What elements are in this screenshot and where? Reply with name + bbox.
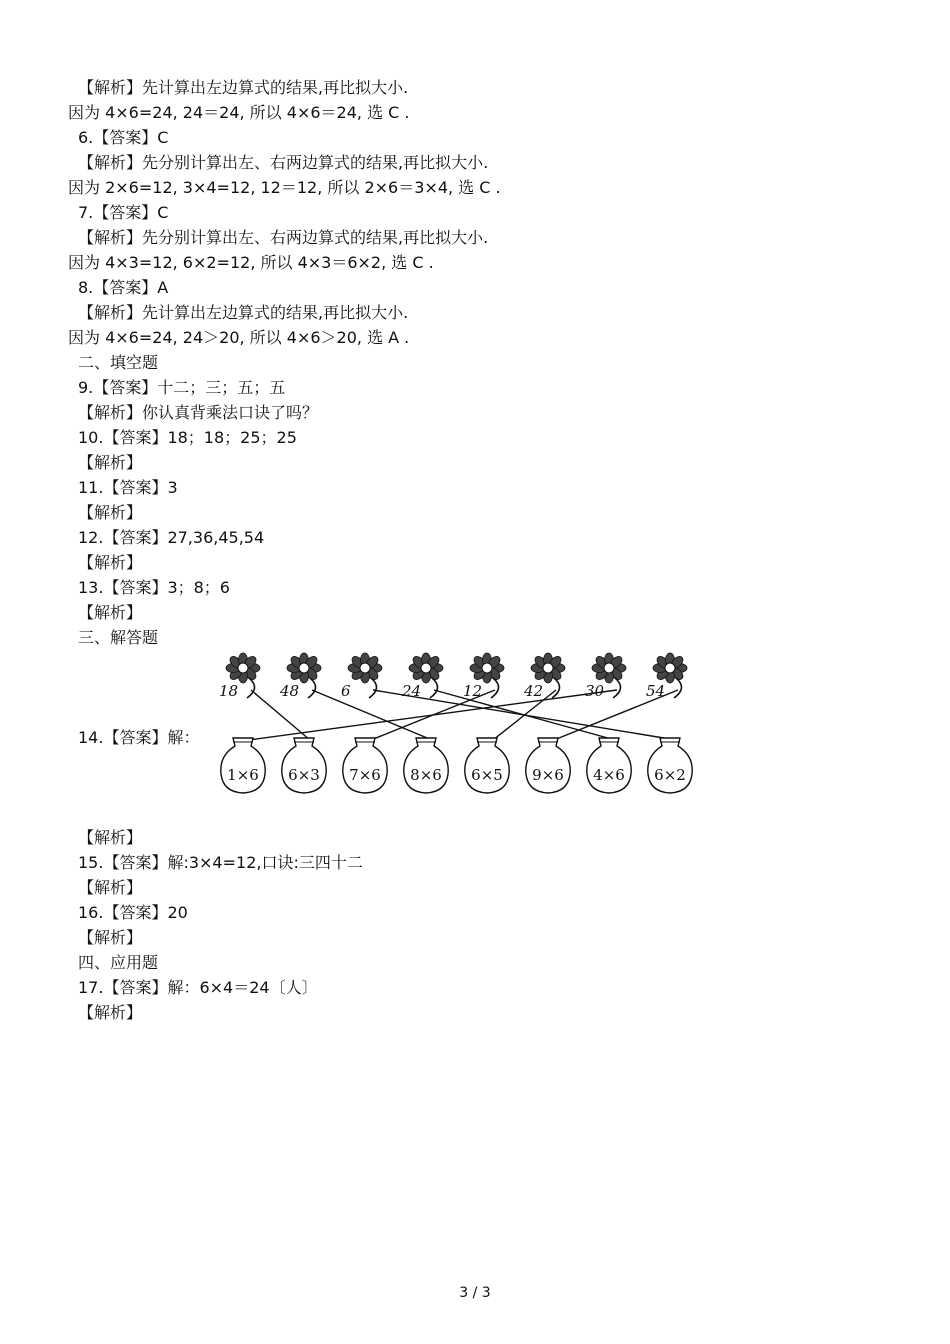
vase-expression: 9×6: [532, 766, 564, 784]
text-line: 因为 4×6=24, 24＝24, 所以 4×6＝24, 选 C .: [68, 103, 410, 122]
section-heading: 二、填空题: [78, 353, 159, 372]
text-line: 【解析】: [78, 878, 143, 897]
section-heading: 四、应用题: [78, 953, 159, 972]
answer-line: 8.【答案】A: [78, 278, 169, 297]
text-line: 【解析】: [78, 1003, 143, 1022]
vase-expression: 1×6: [227, 766, 259, 784]
flower-number: 12: [463, 682, 483, 700]
answer-line: 10.【答案】18；18；25；25: [78, 428, 297, 447]
answer-line: 15.【答案】解:3×4=12,口诀:三四十二: [78, 853, 363, 872]
answer-line: 9.【答案】十二；三；五；五: [78, 378, 286, 397]
answer-line: 7.【答案】C: [78, 203, 169, 222]
text-line: 【解析】: [78, 828, 143, 847]
flower-vase-matching-figure: [215, 650, 705, 800]
vase-expression: 4×6: [593, 766, 625, 784]
text-line: 【解析】先分别计算出左、右两边算式的结果,再比拟大小.: [78, 153, 489, 172]
text-line: 【解析】: [78, 503, 143, 522]
text-line: 【解析】你认真背乘法口诀了吗？: [78, 403, 319, 422]
section-heading: 三、解答题: [78, 628, 159, 647]
vase-expression: 6×2: [654, 766, 686, 784]
text-line: 因为 4×3=12, 6×2=12, 所以 4×3＝6×2, 选 C .: [68, 253, 434, 272]
answer-line: 6.【答案】C: [78, 128, 169, 147]
flower-number: 42: [524, 682, 544, 700]
page-number: 3 / 3: [459, 1285, 491, 1301]
vase-expression: 6×3: [288, 766, 320, 784]
text-line: 【解析】: [78, 928, 143, 947]
answer-line: 13.【答案】3；8；6: [78, 578, 230, 597]
flower-number: 18: [219, 682, 239, 700]
text-line: 【解析】: [78, 603, 143, 622]
text-line: 【解析】: [78, 453, 143, 472]
text-line: 【解析】先计算出左边算式的结果,再比拟大小.: [78, 78, 409, 97]
text-line: 【解析】先计算出左边算式的结果,再比拟大小.: [78, 303, 409, 322]
answer-line: 16.【答案】20: [78, 903, 188, 922]
text-line: 【解析】先分别计算出左、右两边算式的结果,再比拟大小.: [78, 228, 489, 247]
answer-line: 12.【答案】27,36,45,54: [78, 528, 265, 547]
flower-number: 48: [280, 682, 300, 700]
vase-expression: 7×6: [349, 766, 381, 784]
answer-line: 11.【答案】3: [78, 478, 178, 497]
flower-number: 24: [402, 682, 422, 700]
vase-expression: 6×5: [471, 766, 503, 784]
flower-number: 30: [585, 682, 605, 700]
match-line: [249, 690, 617, 740]
answer-line: 17.【答案】解：6×4＝24〔人〕: [78, 978, 318, 997]
answer-line: 14.【答案】解：: [78, 728, 200, 747]
vase-expression: 8×6: [410, 766, 442, 784]
text-line: 因为 2×6=12, 3×4=12, 12＝12, 所以 2×6＝3×4, 选 C .: [68, 178, 501, 197]
flower-number: 6: [341, 682, 351, 700]
flower-number: 54: [646, 682, 666, 700]
text-line: 因为 4×6=24, 24＞20, 所以 4×6＞20, 选 A .: [68, 328, 410, 347]
text-line: 【解析】: [78, 553, 143, 572]
